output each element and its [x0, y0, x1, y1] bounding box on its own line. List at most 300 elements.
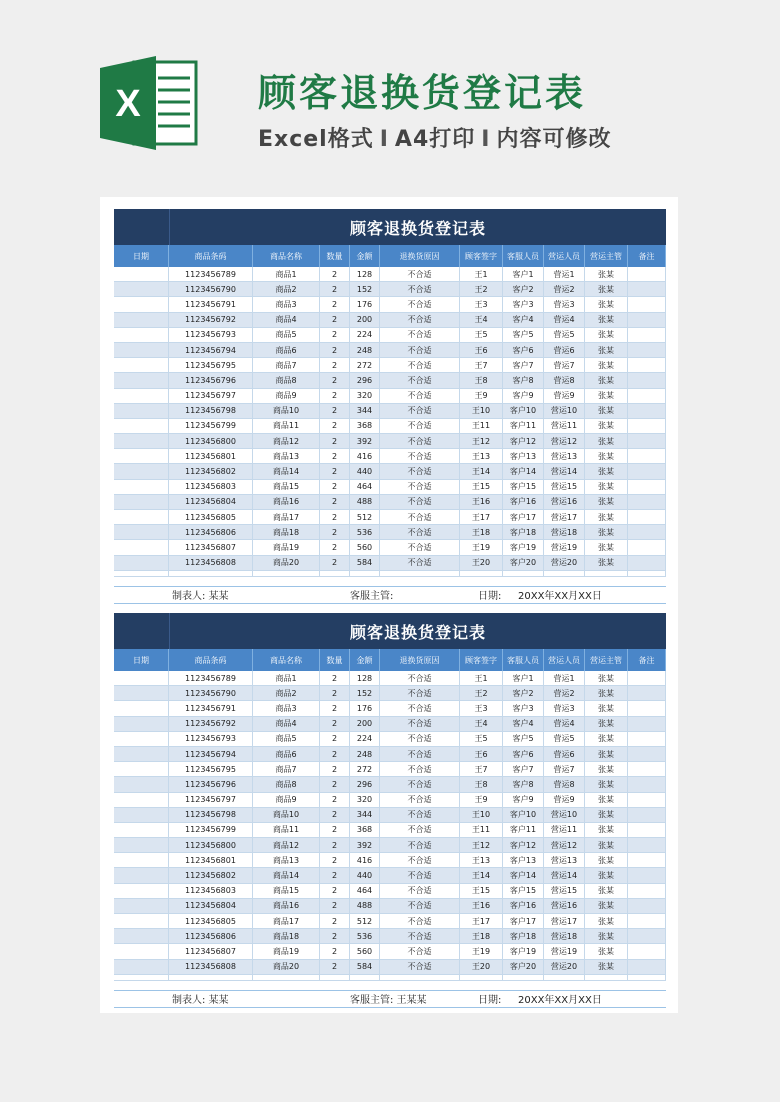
table-cell[interactable]: 不合适	[380, 389, 460, 404]
table-cell[interactable]: 营运19	[544, 540, 585, 555]
table-cell[interactable]: 不合适	[380, 762, 460, 777]
table-cell[interactable]: 商品12	[253, 434, 320, 449]
table-cell[interactable]: 营运9	[544, 793, 585, 808]
table-cell[interactable]: 344	[350, 404, 380, 419]
table-cell[interactable]: 不合适	[380, 328, 460, 343]
table-cell[interactable]: 张某	[585, 313, 628, 328]
table-cell[interactable]	[503, 571, 544, 577]
table-cell[interactable]: 客户17	[503, 510, 544, 525]
table-cell[interactable]: 客户14	[503, 464, 544, 479]
table-cell[interactable]: 1123456797	[169, 389, 253, 404]
table-cell[interactable]	[169, 975, 253, 981]
table-cell[interactable]	[380, 975, 460, 981]
table-cell[interactable]: 张某	[585, 899, 628, 914]
table-cell[interactable]: 张某	[585, 944, 628, 959]
table-cell[interactable]: 营运3	[544, 701, 585, 716]
table-cell[interactable]: 营运9	[544, 389, 585, 404]
table-cell[interactable]: 商品19	[253, 540, 320, 555]
table-cell[interactable]: 营运16	[544, 899, 585, 914]
table-cell[interactable]	[628, 328, 666, 343]
table-cell[interactable]	[114, 480, 169, 495]
table-cell[interactable]: 1123456790	[169, 686, 253, 701]
table-cell[interactable]: 584	[350, 960, 380, 975]
table-cell[interactable]: 464	[350, 480, 380, 495]
table-cell[interactable]: 客户17	[503, 914, 544, 929]
table-cell[interactable]: 488	[350, 495, 380, 510]
table-cell[interactable]	[114, 732, 169, 747]
table-cell[interactable]: 客户12	[503, 838, 544, 853]
table-cell[interactable]	[628, 419, 666, 434]
table-cell[interactable]: 张某	[585, 701, 628, 716]
table-cell[interactable]: 商品10	[253, 808, 320, 823]
table-cell[interactable]: 392	[350, 434, 380, 449]
table-cell[interactable]: 2	[320, 540, 350, 555]
table-cell[interactable]: 2	[320, 313, 350, 328]
table-cell[interactable]: 客户9	[503, 389, 544, 404]
table-cell[interactable]	[628, 671, 666, 686]
table-cell[interactable]: 1123456794	[169, 747, 253, 762]
table-cell[interactable]: 不合适	[380, 267, 460, 282]
table-cell[interactable]: 客户8	[503, 777, 544, 792]
table-cell[interactable]	[628, 389, 666, 404]
table-cell[interactable]: 商品13	[253, 853, 320, 868]
table-cell[interactable]: 1123456796	[169, 777, 253, 792]
table-cell[interactable]	[628, 571, 666, 577]
table-cell[interactable]: 1123456808	[169, 556, 253, 571]
table-cell[interactable]	[628, 540, 666, 555]
table-cell[interactable]: 2	[320, 808, 350, 823]
table-cell[interactable]	[253, 975, 320, 981]
table-cell[interactable]: 不合适	[380, 313, 460, 328]
table-cell[interactable]	[114, 929, 169, 944]
table-cell[interactable]: 不合适	[380, 495, 460, 510]
table-cell[interactable]: 2	[320, 495, 350, 510]
table-cell[interactable]: 张某	[585, 868, 628, 883]
table-cell[interactable]: 王3	[460, 297, 503, 312]
table-cell[interactable]: 商品8	[253, 373, 320, 388]
table-cell[interactable]: 客户18	[503, 929, 544, 944]
table-cell[interactable]: 488	[350, 899, 380, 914]
table-cell[interactable]	[628, 510, 666, 525]
table-cell[interactable]: 客户19	[503, 540, 544, 555]
table-cell[interactable]: 不合适	[380, 732, 460, 747]
table-cell[interactable]: 2	[320, 556, 350, 571]
table-cell[interactable]: 王5	[460, 732, 503, 747]
table-cell[interactable]: 商品14	[253, 868, 320, 883]
table-cell[interactable]: 2	[320, 389, 350, 404]
table-cell[interactable]	[460, 975, 503, 981]
table-cell[interactable]: 2	[320, 282, 350, 297]
table-cell[interactable]	[628, 282, 666, 297]
table-cell[interactable]: 营运12	[544, 434, 585, 449]
table-cell[interactable]: 176	[350, 297, 380, 312]
table-cell[interactable]: 不合适	[380, 929, 460, 944]
table-cell[interactable]: 商品14	[253, 464, 320, 479]
table-cell[interactable]: 营运1	[544, 671, 585, 686]
table-cell[interactable]: 1123456800	[169, 838, 253, 853]
table-cell[interactable]: 2	[320, 899, 350, 914]
table-cell[interactable]: 营运2	[544, 686, 585, 701]
table-cell[interactable]	[628, 732, 666, 747]
table-cell[interactable]	[585, 975, 628, 981]
table-cell[interactable]: 王5	[460, 328, 503, 343]
table-cell[interactable]	[628, 525, 666, 540]
table-cell[interactable]: 王6	[460, 747, 503, 762]
table-cell[interactable]: 不合适	[380, 525, 460, 540]
table-cell[interactable]	[114, 777, 169, 792]
table-cell[interactable]: 商品11	[253, 419, 320, 434]
table-cell[interactable]: 不合适	[380, 556, 460, 571]
table-cell[interactable]: 不合适	[380, 823, 460, 838]
table-cell[interactable]: 1123456791	[169, 701, 253, 716]
table-cell[interactable]: 客户1	[503, 267, 544, 282]
table-cell[interactable]: 416	[350, 449, 380, 464]
table-cell[interactable]: 商品15	[253, 480, 320, 495]
table-cell[interactable]: 1123456795	[169, 358, 253, 373]
table-cell[interactable]: 张某	[585, 480, 628, 495]
table-cell[interactable]: 王4	[460, 717, 503, 732]
table-cell[interactable]: 1123456803	[169, 884, 253, 899]
table-cell[interactable]	[114, 838, 169, 853]
table-cell[interactable]	[114, 762, 169, 777]
table-cell[interactable]: 2	[320, 419, 350, 434]
table-cell[interactable]: 320	[350, 793, 380, 808]
table-cell[interactable]: 王2	[460, 686, 503, 701]
table-cell[interactable]: 客户6	[503, 343, 544, 358]
table-cell[interactable]: 1123456798	[169, 404, 253, 419]
table-cell[interactable]: 王7	[460, 358, 503, 373]
table-cell[interactable]: 商品19	[253, 944, 320, 959]
table-cell[interactable]: 营运18	[544, 929, 585, 944]
table-cell[interactable]: 560	[350, 540, 380, 555]
table-cell[interactable]: 客户7	[503, 762, 544, 777]
table-cell[interactable]: 2	[320, 732, 350, 747]
table-cell[interactable]	[114, 449, 169, 464]
table-cell[interactable]: 张某	[585, 510, 628, 525]
table-cell[interactable]: 2	[320, 853, 350, 868]
table-cell[interactable]: 王20	[460, 960, 503, 975]
table-cell[interactable]	[585, 571, 628, 577]
table-cell[interactable]: 张某	[585, 929, 628, 944]
table-cell[interactable]	[628, 297, 666, 312]
table-cell[interactable]: 张某	[585, 960, 628, 975]
table-cell[interactable]	[628, 404, 666, 419]
table-cell[interactable]: 客户15	[503, 480, 544, 495]
table-cell[interactable]: 2	[320, 944, 350, 959]
table-cell[interactable]: 营运12	[544, 838, 585, 853]
table-cell[interactable]	[628, 449, 666, 464]
table-cell[interactable]	[628, 899, 666, 914]
table-cell[interactable]: 客户12	[503, 434, 544, 449]
table-cell[interactable]: 张某	[585, 823, 628, 838]
table-cell[interactable]	[114, 434, 169, 449]
table-cell[interactable]: 1123456790	[169, 282, 253, 297]
table-cell[interactable]: 商品4	[253, 717, 320, 732]
table-cell[interactable]: 营运10	[544, 404, 585, 419]
table-cell[interactable]: 张某	[585, 540, 628, 555]
table-cell[interactable]: 营运15	[544, 884, 585, 899]
table-cell[interactable]	[114, 975, 169, 981]
table-cell[interactable]	[114, 793, 169, 808]
table-cell[interactable]: 不合适	[380, 358, 460, 373]
table-cell[interactable]: 营运14	[544, 868, 585, 883]
table-cell[interactable]	[628, 853, 666, 868]
table-cell[interactable]: 王4	[460, 313, 503, 328]
table-cell[interactable]	[628, 929, 666, 944]
table-cell[interactable]: 王6	[460, 343, 503, 358]
table-cell[interactable]: 不合适	[380, 480, 460, 495]
table-cell[interactable]: 张某	[585, 732, 628, 747]
table-cell[interactable]: 王9	[460, 793, 503, 808]
table-cell[interactable]: 张某	[585, 282, 628, 297]
table-cell[interactable]: 1123456804	[169, 495, 253, 510]
table-cell[interactable]: 客户16	[503, 899, 544, 914]
table-cell[interactable]	[114, 899, 169, 914]
table-cell[interactable]: 2	[320, 358, 350, 373]
table-cell[interactable]: 不合适	[380, 671, 460, 686]
table-cell[interactable]: 2	[320, 510, 350, 525]
table-cell[interactable]	[350, 571, 380, 577]
table-cell[interactable]: 584	[350, 556, 380, 571]
table-cell[interactable]: 客户5	[503, 328, 544, 343]
table-cell[interactable]: 王2	[460, 282, 503, 297]
table-cell[interactable]: 客户15	[503, 884, 544, 899]
table-cell[interactable]: 营运17	[544, 914, 585, 929]
table-cell[interactable]: 营运16	[544, 495, 585, 510]
table-cell[interactable]: 张某	[585, 793, 628, 808]
table-cell[interactable]: 张某	[585, 747, 628, 762]
table-cell[interactable]: 营运14	[544, 464, 585, 479]
table-cell[interactable]: 不合适	[380, 419, 460, 434]
table-cell[interactable]	[628, 464, 666, 479]
table-cell[interactable]: 商品2	[253, 282, 320, 297]
table-cell[interactable]: 张某	[585, 358, 628, 373]
table-cell[interactable]: 2	[320, 717, 350, 732]
table-cell[interactable]: 商品13	[253, 449, 320, 464]
table-cell[interactable]: 王11	[460, 823, 503, 838]
table-cell[interactable]	[628, 556, 666, 571]
table-cell[interactable]: 2	[320, 914, 350, 929]
table-cell[interactable]: 152	[350, 686, 380, 701]
table-cell[interactable]	[114, 282, 169, 297]
table-cell[interactable]: 1123456793	[169, 328, 253, 343]
table-cell[interactable]: 王16	[460, 899, 503, 914]
table-cell[interactable]: 张某	[585, 449, 628, 464]
table-cell[interactable]	[114, 914, 169, 929]
table-cell[interactable]: 2	[320, 686, 350, 701]
table-cell[interactable]	[114, 464, 169, 479]
table-cell[interactable]: 1123456789	[169, 267, 253, 282]
table-cell[interactable]: 1123456794	[169, 343, 253, 358]
table-cell[interactable]: 224	[350, 328, 380, 343]
table-cell[interactable]: 368	[350, 419, 380, 434]
table-cell[interactable]: 商品20	[253, 960, 320, 975]
table-cell[interactable]: 客户13	[503, 449, 544, 464]
table-cell[interactable]: 不合适	[380, 777, 460, 792]
table-cell[interactable]: 营运10	[544, 808, 585, 823]
table-cell[interactable]: 商品9	[253, 793, 320, 808]
table-cell[interactable]: 不合适	[380, 343, 460, 358]
table-cell[interactable]: 2	[320, 267, 350, 282]
table-cell[interactable]: 不合适	[380, 914, 460, 929]
table-cell[interactable]: 1123456807	[169, 944, 253, 959]
table-cell[interactable]: 不合适	[380, 960, 460, 975]
table-cell[interactable]: 营运11	[544, 419, 585, 434]
table-cell[interactable]: 1123456799	[169, 419, 253, 434]
table-cell[interactable]: 2	[320, 960, 350, 975]
table-cell[interactable]: 536	[350, 525, 380, 540]
table-cell[interactable]: 张某	[585, 373, 628, 388]
table-cell[interactable]: 商品6	[253, 747, 320, 762]
table-cell[interactable]: 营运11	[544, 823, 585, 838]
table-cell[interactable]	[114, 510, 169, 525]
table-cell[interactable]: 张某	[585, 464, 628, 479]
table-cell[interactable]: 176	[350, 701, 380, 716]
table-cell[interactable]: 王14	[460, 868, 503, 883]
table-cell[interactable]: 客户3	[503, 297, 544, 312]
table-cell[interactable]: 王10	[460, 808, 503, 823]
table-cell[interactable]: 客户20	[503, 960, 544, 975]
table-cell[interactable]: 张某	[585, 808, 628, 823]
table-cell[interactable]: 王7	[460, 762, 503, 777]
table-cell[interactable]	[320, 975, 350, 981]
table-cell[interactable]: 张某	[585, 556, 628, 571]
table-cell[interactable]: 2	[320, 868, 350, 883]
table-cell[interactable]: 王18	[460, 525, 503, 540]
table-cell[interactable]	[628, 480, 666, 495]
table-cell[interactable]	[628, 358, 666, 373]
table-cell[interactable]: 不合适	[380, 793, 460, 808]
table-cell[interactable]	[114, 868, 169, 883]
table-cell[interactable]: 560	[350, 944, 380, 959]
table-cell[interactable]: 2	[320, 823, 350, 838]
table-cell[interactable]: 248	[350, 343, 380, 358]
table-cell[interactable]: 王19	[460, 944, 503, 959]
table-cell[interactable]: 王19	[460, 540, 503, 555]
table-cell[interactable]: 商品3	[253, 297, 320, 312]
table-cell[interactable]: 营运2	[544, 282, 585, 297]
table-cell[interactable]: 152	[350, 282, 380, 297]
table-cell[interactable]	[350, 975, 380, 981]
table-cell[interactable]: 客户19	[503, 944, 544, 959]
table-cell[interactable]	[114, 540, 169, 555]
table-cell[interactable]: 商品20	[253, 556, 320, 571]
table-cell[interactable]: 296	[350, 373, 380, 388]
table-cell[interactable]	[628, 313, 666, 328]
table-cell[interactable]: 不合适	[380, 747, 460, 762]
table-cell[interactable]: 张某	[585, 762, 628, 777]
table-cell[interactable]: 1123456798	[169, 808, 253, 823]
table-cell[interactable]: 商品9	[253, 389, 320, 404]
table-cell[interactable]: 营运17	[544, 510, 585, 525]
table-cell[interactable]: 客户11	[503, 823, 544, 838]
table-cell[interactable]	[114, 328, 169, 343]
table-cell[interactable]: 1123456805	[169, 914, 253, 929]
table-cell[interactable]: 1123456795	[169, 762, 253, 777]
table-cell[interactable]: 2	[320, 777, 350, 792]
table-cell[interactable]	[628, 762, 666, 777]
table-cell[interactable]: 客户4	[503, 313, 544, 328]
table-cell[interactable]: 不合适	[380, 944, 460, 959]
table-cell[interactable]	[380, 571, 460, 577]
table-cell[interactable]: 营运1	[544, 267, 585, 282]
table-cell[interactable]: 2	[320, 373, 350, 388]
table-cell[interactable]: 张某	[585, 267, 628, 282]
table-cell[interactable]: 张某	[585, 389, 628, 404]
table-cell[interactable]: 商品5	[253, 328, 320, 343]
table-cell[interactable]: 1123456808	[169, 960, 253, 975]
table-cell[interactable]: 张某	[585, 777, 628, 792]
table-cell[interactable]: 392	[350, 838, 380, 853]
table-cell[interactable]	[114, 313, 169, 328]
table-cell[interactable]: 1123456792	[169, 717, 253, 732]
table-cell[interactable]: 王16	[460, 495, 503, 510]
table-cell[interactable]: 440	[350, 464, 380, 479]
table-cell[interactable]: 王17	[460, 510, 503, 525]
table-cell[interactable]: 1123456802	[169, 868, 253, 883]
table-cell[interactable]: 224	[350, 732, 380, 747]
table-cell[interactable]: 王12	[460, 434, 503, 449]
table-cell[interactable]: 王18	[460, 929, 503, 944]
table-cell[interactable]	[114, 686, 169, 701]
table-cell[interactable]: 营运7	[544, 358, 585, 373]
table-cell[interactable]: 128	[350, 267, 380, 282]
table-cell[interactable]: 客户14	[503, 868, 544, 883]
table-cell[interactable]: 营运19	[544, 944, 585, 959]
table-cell[interactable]: 商品7	[253, 762, 320, 777]
table-cell[interactable]: 王10	[460, 404, 503, 419]
table-cell[interactable]: 商品7	[253, 358, 320, 373]
table-cell[interactable]: 营运15	[544, 480, 585, 495]
table-cell[interactable]	[628, 960, 666, 975]
table-cell[interactable]: 营运5	[544, 732, 585, 747]
table-cell[interactable]: 王8	[460, 373, 503, 388]
table-cell[interactable]: 200	[350, 313, 380, 328]
table-cell[interactable]	[114, 419, 169, 434]
table-cell[interactable]	[628, 808, 666, 823]
table-cell[interactable]: 不合适	[380, 808, 460, 823]
table-cell[interactable]: 营运13	[544, 853, 585, 868]
table-cell[interactable]: 客户3	[503, 701, 544, 716]
table-cell[interactable]: 1123456793	[169, 732, 253, 747]
table-cell[interactable]: 1123456803	[169, 480, 253, 495]
table-cell[interactable]: 客户6	[503, 747, 544, 762]
table-cell[interactable]: 128	[350, 671, 380, 686]
table-cell[interactable]	[114, 944, 169, 959]
table-cell[interactable]: 248	[350, 747, 380, 762]
table-cell[interactable]: 营运6	[544, 747, 585, 762]
table-cell[interactable]: 营运4	[544, 313, 585, 328]
table-cell[interactable]	[114, 495, 169, 510]
table-cell[interactable]: 1123456789	[169, 671, 253, 686]
table-cell[interactable]	[114, 701, 169, 716]
table-cell[interactable]	[114, 389, 169, 404]
table-cell[interactable]	[628, 747, 666, 762]
table-cell[interactable]	[169, 571, 253, 577]
table-cell[interactable]: 客户10	[503, 404, 544, 419]
table-cell[interactable]: 不合适	[380, 899, 460, 914]
table-cell[interactable]: 不合适	[380, 717, 460, 732]
table-cell[interactable]: 不合适	[380, 282, 460, 297]
table-cell[interactable]	[628, 868, 666, 883]
table-cell[interactable]: 王14	[460, 464, 503, 479]
table-cell[interactable]: 1123456801	[169, 449, 253, 464]
table-cell[interactable]: 2	[320, 464, 350, 479]
table-cell[interactable]: 张某	[585, 717, 628, 732]
table-cell[interactable]: 商品16	[253, 495, 320, 510]
table-cell[interactable]	[628, 267, 666, 282]
table-cell[interactable]: 营运20	[544, 556, 585, 571]
